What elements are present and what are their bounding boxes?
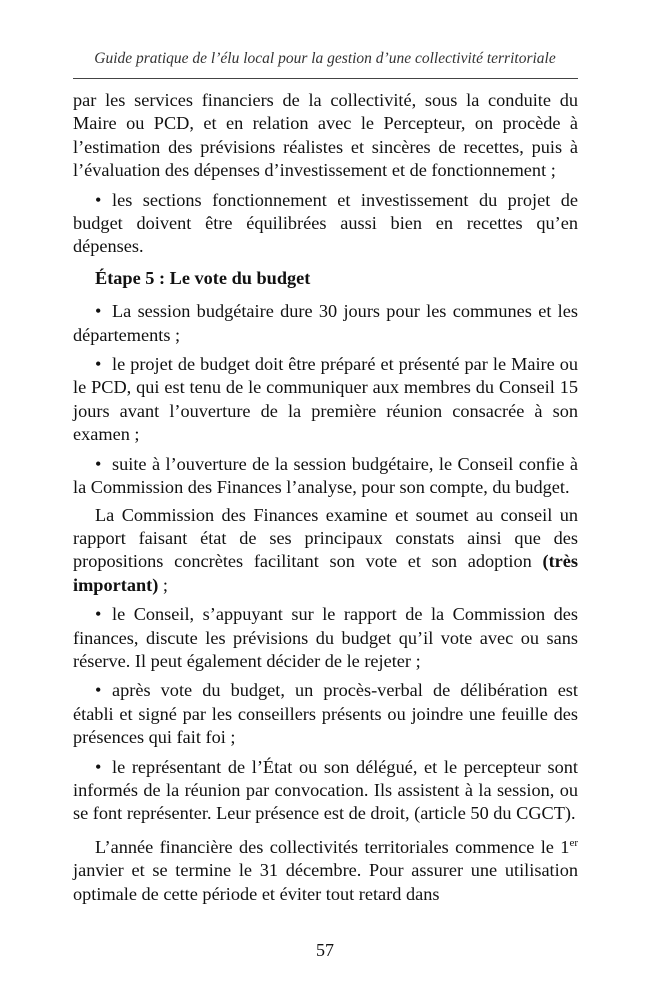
superscript: er	[569, 836, 578, 849]
bullet-text: les sections fonctionnement et investissement du projet de budget doivent être équilibrées aussi bien en recettes qu’en dépenses.	[73, 189, 578, 257]
bullet-icon: •	[95, 756, 102, 777]
paragraph	[73, 836, 578, 906]
bullet-text: La session budgétaire dure 30 jours pour les communes et les départements ;	[73, 301, 578, 345]
bullet-item	[73, 603, 578, 673]
paragraph	[73, 504, 578, 598]
paragraph-text: L’année financière des collectivités territoriales commence le 1	[95, 836, 570, 857]
bullet-icon: •	[95, 354, 102, 375]
bullet-text: le Conseil, s’appuyant sur le rapport de la Commission des finances, discute les prévisions du budget qu’il vote avec ou sans réserve. Il peut également décider de le rejeter ;	[73, 604, 578, 671]
bullet-item	[73, 756, 578, 826]
bullet-text: le projet de budget doit être préparé et présenté par le Maire ou le PCD, qui est tenu de le communiquer aux membres du Conseil 15 jours avant l’ouverture de la première réunion consacrée à son examen ;	[73, 354, 578, 445]
bullet-item	[73, 353, 578, 447]
bullet-text: suite à l’ouverture de la session budgétaire, le Conseil confie à la Commission des Finances l’analyse, pour son compte, du budget.	[73, 453, 578, 498]
bullet-item	[73, 300, 578, 347]
body-text	[73, 89, 578, 912]
paragraph: par les services financiers de la collectivité, sous la conduite du Maire ou PCD, et en relation avec le Percepteur, on procède à l’estimation des prévisions réalistes et sincères de recettes, puis à l’évaluation des dépenses d’investissement et de fonctionnement ;	[73, 90, 578, 181]
emphasis-text: (très important)	[73, 551, 579, 595]
bullet-item	[73, 679, 578, 749]
bullet-item	[73, 453, 578, 500]
header-rule	[73, 78, 578, 79]
running-header: Guide pratique de l’élu local pour la gestion d’une collectivité territoriale	[94, 50, 556, 67]
paragraph-text: La Commission des Finances examine et soumet au conseil un rapport faisant état de ses principaux constats ainsi que des propositions concrètes facilitant son vote et son adoption	[73, 504, 578, 572]
bullet-icon: •	[95, 189, 102, 210]
paragraph-text-end: janvier et se termine le 31 décembre. Pour assurer une utilisation optimale de cette période et éviter tout retard dans	[73, 860, 578, 904]
bullet-icon: •	[95, 680, 102, 701]
section-heading: Étape 5 : Le vote du budget	[95, 267, 311, 288]
bullet-icon: •	[95, 604, 102, 625]
paragraph-text-end: ;	[158, 574, 168, 595]
bullet-text: le représentant de l’État ou son délégué, et le percepteur sont informés de la réunion par convocation. Ils assistent à la session, ou se font représenter. Leur présence est de droit, (article 50 du CGCT).	[73, 756, 578, 824]
bullet-item	[73, 189, 578, 259]
bullet-icon: •	[95, 301, 102, 322]
bullet-icon: •	[95, 453, 102, 474]
bullet-text: après vote du budget, un procès-verbal de délibération est établi et signé par les conseillers présents ou joindre une feuille des présences qui fait foi ;	[73, 680, 578, 748]
page-number: 57	[316, 940, 334, 960]
